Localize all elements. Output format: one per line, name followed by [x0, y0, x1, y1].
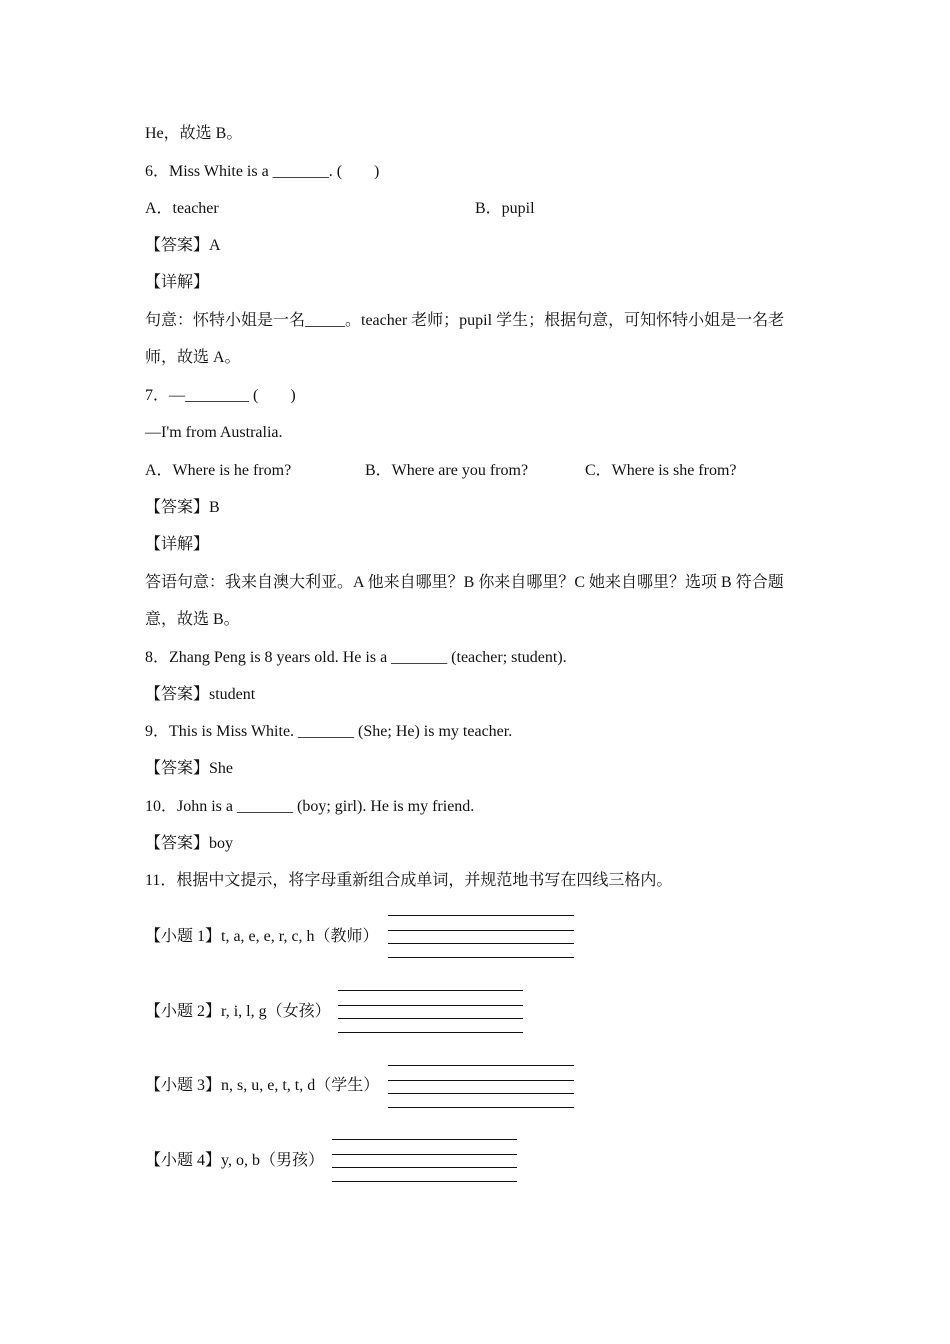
q6-option-a: A．teacher [145, 200, 219, 217]
text-line: He，故选 B。 [145, 125, 243, 142]
q7-detail-heading: 【详解】 [145, 536, 210, 553]
q7-option-b: B．Where are you from? [365, 462, 529, 479]
sub-question-1: 【小题 1】t, a, e, e, r, c, h（教师） [145, 928, 379, 945]
sub-question-3: 【小题 3】n, s, u, e, t, t, d（学生） [145, 1077, 380, 1094]
q7-reply: —I'm from Australia. [145, 424, 283, 441]
q7-answer: 【答案】B [145, 499, 220, 516]
question-11: 11．根据中文提示，将字母重新组合成单词，并规范地书写在四线三格内。 [145, 872, 673, 889]
sub-question-2: 【小题 2】r, i, l, g（女孩） [145, 1003, 331, 1020]
question-9: 9．This is Miss White. _______ (She; He) is my teacher. [145, 723, 513, 740]
q10-answer: 【答案】boy [145, 835, 234, 852]
question-6: 6．Miss White is a _______. ( ) [145, 163, 380, 180]
q6-option-b: B．pupil [475, 200, 535, 217]
q7-explanation-1: 答语句意：我来自澳大利亚。A 他来自哪里？B 你来自哪里？C 她来自哪里？选项 B 符合题 [145, 574, 784, 591]
q7-explanation-2: 意，故选 B。 [145, 611, 240, 628]
q8-answer: 【答案】student [145, 686, 256, 703]
q6-detail-heading: 【详解】 [145, 274, 210, 291]
q6-answer: 【答案】A [145, 237, 221, 254]
question-10: 10．John is a _______ (boy; girl). He is my friend. [145, 798, 475, 815]
q9-answer: 【答案】She [145, 760, 234, 777]
q7-option-a: A．Where is he from? [145, 462, 292, 479]
sub-question-4: 【小题 4】y, o, b（男孩） [145, 1152, 324, 1169]
q7-option-c: C．Where is she from? [585, 462, 737, 479]
q6-explanation-2: 师，故选 A。 [145, 349, 241, 366]
question-7: 7．—________ ( ) [145, 387, 296, 404]
q6-explanation-1: 句意：怀特小姐是一名_____。teacher 老师；pupil 学生；根据句意，可知怀特小姐是一名老 [145, 312, 785, 329]
question-8: 8．Zhang Peng is 8 years old. He is a _______ (teacher; student). [145, 649, 567, 666]
